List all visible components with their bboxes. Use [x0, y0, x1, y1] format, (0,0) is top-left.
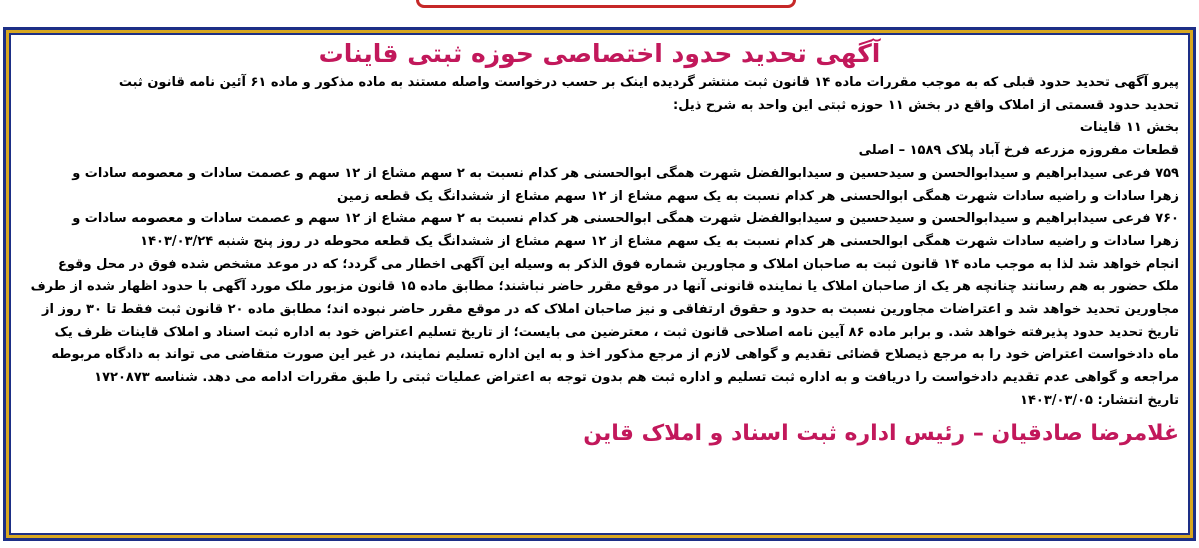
body-line: تاریخ تحدید حدود پذیرفته خواهد شد. و برابر ماده ۸۶ آیین نامه اصلاحی قانون ثبت ، معترضین می بایست؛ از تاریخ تسلیم اعتراض خود به اداره ثبت اسناد و املاک قاینات ظرف یک: [54, 324, 1179, 340]
top-red-strip: [416, 0, 796, 8]
body-line: قطعات مفروزه مزرعه فرخ آباد پلاک ۱۵۸۹ – اصلی: [858, 143, 1179, 159]
publish-date: تاریخ انتشار: ۱۴۰۳/۰۳/۰۵: [1020, 392, 1179, 408]
body-line: پیرو آگهی تحدید حدود قبلی که به موجب مقررات ماده ۱۴ قانون ثبت منتشر گردیده اینک بر حسب درخواست واصله مستند به ماده مذکور و ماده ۶۱ آئین نامه قانون ثبت: [118, 75, 1179, 90]
body-line: ملک حضور به هم رسانند چنانچه هر یک از صاحبان املاک یا نماینده قانونی آنها در موقع مقرر حاضر نباشند؛ مطابق ماده ۱۵ قانون مزبور ملک مورد آگهی با حدود اظهار شده از طرف: [30, 279, 1179, 295]
body-line: تحدید حدود قسمتی از املاک واقع در بخش ۱۱ حوزه ثبتی این واحد به شرح ذیل:: [673, 97, 1179, 113]
body-line: ماه دادخواست اعتراض خود را به مرجع ذیصلاح قضائی تقدیم و گواهی لازم از مرجع مذکور اخذ و به این اداره تسلیم نمایند، در غیر این صورت متقاضی می تواند به دادگاه مربوطه: [51, 347, 1179, 363]
notice-title: آگهی تحدید حدود اختصاصی حوزه ثبتی قاینات: [318, 39, 881, 68]
notice-body: [20, 72, 1179, 413]
body-line: ۷۵۹ فرعی سیدابراهیم و سیدابوالحسن و سیدحسین و سیدابوالفضل شهرت همگی ابوالحسنی هر کدام نسبت به ۲ سهم مشاع از ۱۲ سهم و عصمت سادات و معصومه سادات و: [72, 165, 1179, 181]
body-line: انجام خواهد شد لذا به موجب ماده ۱۴ قانون ثبت به صاحبان املاک و مجاورین شماره فوق الذکر به وسیله این آگهی اخطار می گردد؛ که در موعد مشخص شده فوق در محل وقوع: [57, 256, 1179, 272]
body-line: مجاورین تحدید خواهد شد و اعتراضات مجاورین نسبت به حدود و حقوق ارتفاقی و نیز صاحبان املاک که در موقع مقرر حاضر نبوده اند؛ مطابق ماده ۲۰ قانون ثبت فقط تا ۳۰ روز از: [41, 302, 1179, 318]
body-line: زهرا سادات و راضیه سادات شهرت همگی ابوالحسنی هر کدام نسبت به یک سهم مشاع از ۱۲ سهم مشاع از ششدانگ یک قطعه زمین: [336, 188, 1179, 204]
body-line: زهرا سادات و راضیه سادات شهرت همگی ابوالحسنی هر کدام نسبت به یک سهم مشاع از ۱۲ سهم مشاع از ششدانگ یک قطعه محوطه در روز پنج شنبه ۱۴۰۳/۰۳/۲۴: [140, 233, 1179, 249]
body-line: بخش ۱۱ قاینات: [1079, 120, 1179, 136]
notice-frame: [3, 27, 1196, 541]
body-line: ۷۶۰ فرعی سیدابراهیم و سیدابوالحسن و سیدحسین و سیدابوالفضل شهرت همگی ابوالحسنی هر کدام نسبت به ۲ سهم مشاع از ۱۲ سهم و عصمت سادات و معصومه سادات و: [72, 211, 1179, 227]
legal-notice: [20, 38, 1179, 530]
body-line: مراجعه و گواهی عدم تقدیم دادخواست را دریافت و به اداره ثبت تسلیم و اداره ثبت هم بدون توجه به اعتراض عملیات ثبتی را طبق مقررات ادامه می دهد. شناسه ۱۷۲۰۸۷۳: [94, 370, 1179, 386]
signature: غلامرضا صادقیان – رئیس اداره ثبت اسناد و املاک قاین: [583, 420, 1179, 446]
